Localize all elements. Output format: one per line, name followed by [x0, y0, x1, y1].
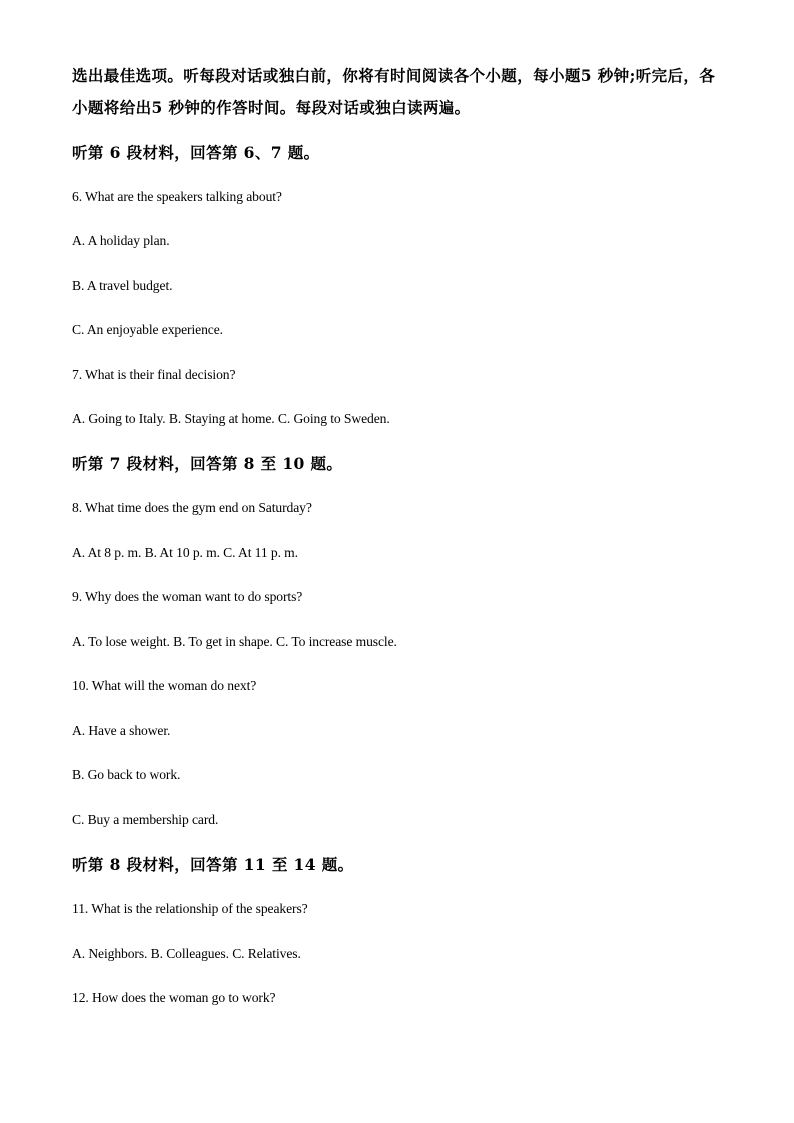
section-heading: 听第 8 段材料，回答第 11 至 14 题。 [72, 855, 354, 874]
answer-option: B. A travel budget. [72, 278, 173, 293]
question-text: 8. What time does the gym end on Saturday? [72, 500, 312, 515]
answer-options-row: A. Neighbors. B. Colleagues. C. Relatives. [72, 946, 301, 961]
answer-options-row: A. To lose weight. B. To get in shape. C. To increase muscle. [72, 634, 397, 649]
intro-line-2: 小题将给出5 秒钟的作答时间。每段对话或独白读两遍。 [72, 98, 471, 117]
question-text: 10. What will the woman do next? [72, 678, 257, 693]
question-text: 7. What is their final decision? [72, 367, 236, 382]
question-text: 9. Why does the woman want to do sports? [72, 589, 303, 604]
question-text: 11. What is the relationship of the speakers? [72, 901, 308, 916]
section-heading: 听第 6 段材料，回答第 6、7 题。 [72, 143, 320, 162]
answer-option: C. An enjoyable experience. [72, 322, 223, 337]
question-text: 12. How does the woman go to work? [72, 990, 276, 1005]
answer-options-row: A. Going to Italy. B. Staying at home. C. Going to Sweden. [72, 411, 390, 426]
answer-option: A. Have a shower. [72, 723, 171, 738]
intro-line-1: 选出最佳选项。听每段对话或独白前，你将有时间阅读各个小题，每小题5 秒钟;听完后，各 [72, 66, 716, 85]
answer-option: A. A holiday plan. [72, 233, 170, 248]
answer-option: B. Go back to work. [72, 767, 181, 782]
question-text: 6. What are the speakers talking about? [72, 189, 282, 204]
answer-option: C. Buy a membership card. [72, 812, 219, 827]
answer-options-row: A. At 8 p. m. B. At 10 p. m. C. At 11 p. m. [72, 545, 298, 560]
section-heading: 听第 7 段材料，回答第 8 至 10 题。 [72, 454, 343, 473]
